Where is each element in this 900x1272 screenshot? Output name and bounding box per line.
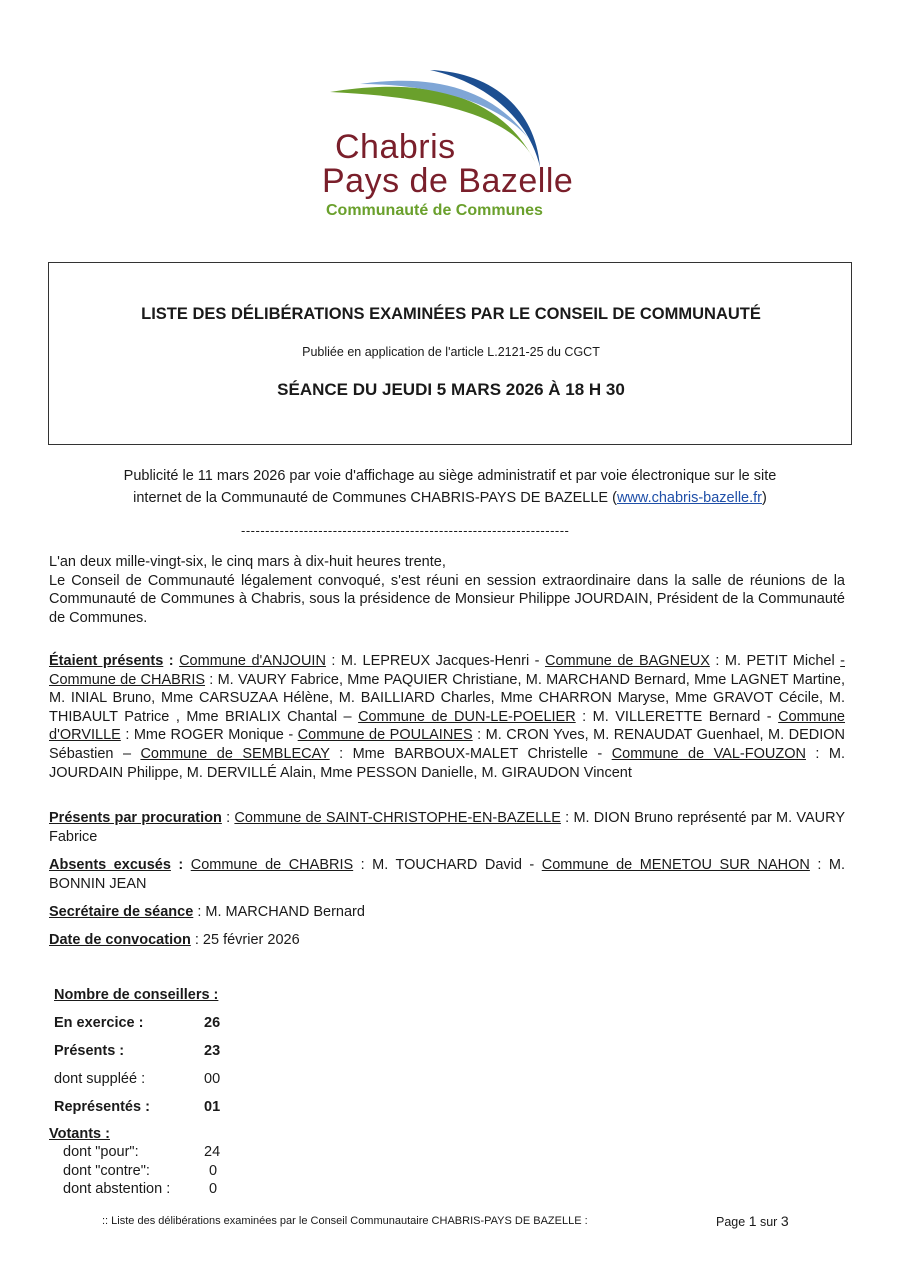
- convocation-line: Date de convocation : 25 février 2026: [49, 932, 300, 948]
- stat-supplee: 00: [204, 1071, 221, 1087]
- stats-block: Nombre de conseillers : En exercice : 26 Présents : 23 dont suppléé : 00 Représentés : 01 Votants : dont "pour": 24 dont "contre": 0 dont abstention : 0: [49, 987, 221, 1197]
- stat-contre: 0: [209, 1163, 218, 1179]
- logo-name-line1: Chabris: [335, 128, 456, 166]
- logo-name-line2: Pays de Bazelle: [322, 162, 574, 200]
- procuration-paragraph: Présents par procuration : Commune de SAINT-CHRISTOPHE-EN-BAZELLE : M. DION Bruno représenté par M. VAURY Fabrice: [49, 810, 845, 845]
- stat-pour: 24: [204, 1144, 221, 1160]
- separator: --------------------------------------------------------------------: [241, 523, 570, 538]
- publicite-text: Publicité le 11 mars 2026 par voie d'affichage au siège administratif et par voie électronique sur le site internet de la Communauté de Communes CHABRIS-PAYS DE BAZELLE (www.chabris-bazelle.fr): [123, 468, 777, 506]
- footer-text: :: Liste des délibérations examinées par le Conseil Communautaire CHABRIS-PAYS DE BAZELLE :: [102, 1215, 588, 1227]
- presents-label: Étaient présents: [49, 653, 164, 669]
- stats-title: Nombre de conseillers :: [54, 987, 219, 1003]
- seance-date: SÉANCE DU JEUDI 5 MARS 2026 À 18 H 30: [277, 380, 625, 399]
- presents-paragraph: Étaient présents : Commune d'ANJOUIN : M. LEPREUX Jacques-Henri - Commune de BAGNEUX : M. PETIT Michel - Commune de CHABRIS : M. VAURY Fabrice, Mme PAQUIER Christiane, M. MARCHAND Bernard, Mme LAGNET Martine, M. INIAL Bruno, Mme CARSUZAA Hélène, M. BAILLIARD Charles, Mme CHARRON Maryse, Mme GRAVOT Cécile, M. THIBAULT Patrice , Mme BRIALIX Chantal – Commune de DUN-LE-POELIER : M. VILLERETTE Bernard - Commune d'ORVILLE : Mme ROGER Monique - Commune de POULAINES : M. CRON Yves, M. RENAUDAT Guenhael, M. DEDION Sébastien – Commune de SEMBLECAY : Mme BARBOUX-MALET Christelle - Commune de VAL-FOUZON : M. JOURDAIN Philippe, M. DERVILLÉ Alain, Mme PESSON Danielle, M. GIRAUDON Vincent: [49, 653, 846, 781]
- secretaire-line: Secrétaire de séance : M. MARCHAND Bernard: [49, 904, 365, 920]
- document-title: LISTE DES DÉLIBÉRATIONS EXAMINÉES PAR LE CONSEIL DE COMMUNAUTÉ: [141, 305, 761, 323]
- votants-label: Votants :: [49, 1126, 110, 1142]
- intro-paragraph: L'an deux mille-vingt-six, le cinq mars à dix-huit heures trente, Le Conseil de Communauté légalement convoqué, s'est réuni en session extraordinaire dans la salle de réunions de la Communauté de Communes à Chabris, sous la présidence de Monsieur Philippe JOURDAIN, Président de la Communauté de Communes.: [49, 554, 845, 626]
- stat-representes: 01: [204, 1099, 221, 1115]
- stat-exercice: 26: [204, 1015, 221, 1031]
- stat-presents: 23: [204, 1043, 221, 1059]
- website-link[interactable]: www.chabris-bazelle.fr: [616, 490, 763, 506]
- stat-abstention: 0: [209, 1181, 218, 1197]
- document-subtitle: Publiée en application de l'article L.2121-25 du CGCT: [302, 345, 600, 359]
- page-number: Page 1 sur 3: [716, 1213, 789, 1229]
- logo-tagline: Communauté de Communes: [326, 202, 543, 219]
- absents-paragraph: Absents excusés : Commune de CHABRIS : M. TOUCHARD David - Commune de MENETOU SUR NAHON : M. BONNIN JEAN: [49, 857, 846, 892]
